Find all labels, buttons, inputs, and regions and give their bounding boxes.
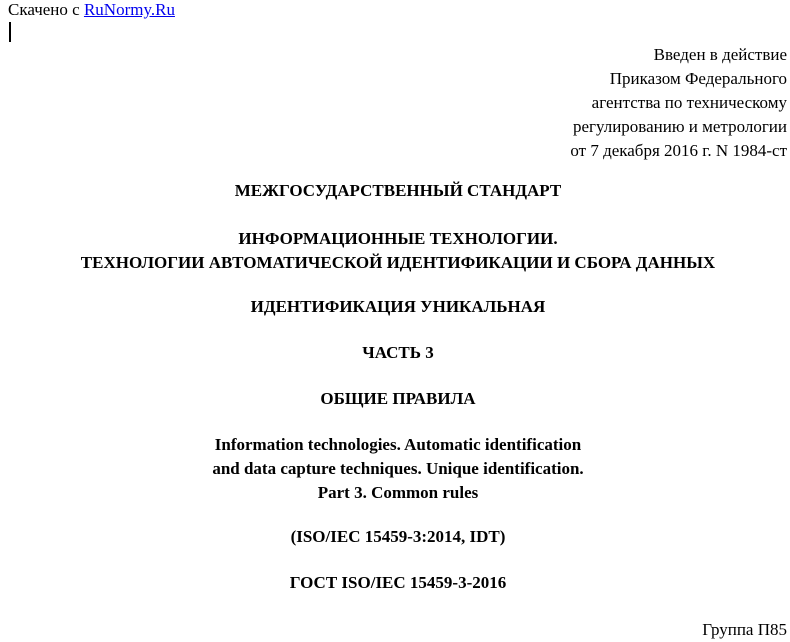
part-subject: ОБЩИЕ ПРАВИЛА — [320, 389, 476, 408]
group-code: Группа П85 — [702, 620, 787, 639]
document-title — [0, 227, 790, 275]
text-cursor — [9, 22, 11, 42]
iso-reference: (ISO/IEC 15459-3:2014, IDT) — [290, 527, 506, 546]
title-line: ИНФОРМАЦИОННЫЕ ТЕХНОЛОГИИ. — [238, 229, 558, 248]
standard-category: МЕЖГОСУДАРСТВЕННЫЙ СТАНДАРТ — [234, 181, 562, 200]
standard-code: ГОСТ ISO/IEC 15459-3-2016 — [289, 573, 507, 592]
enactment-line: агентства по техническому — [591, 93, 787, 112]
title-line: ТЕХНОЛОГИИ АВТОМАТИЧЕСКОЙ ИДЕНТИФИКАЦИИ И СБОРА ДАННЫХ — [80, 253, 716, 272]
source-line — [8, 0, 175, 20]
title-subject: ИДЕНТИФИКАЦИЯ УНИКАЛЬНАЯ — [250, 297, 546, 316]
part-number: ЧАСТЬ 3 — [362, 343, 434, 362]
enactment-line: Введен в действие — [653, 45, 787, 64]
english-title-line: and data capture techniques. Unique identification. — [212, 459, 584, 478]
english-title-line: Part 3. Common rules — [317, 483, 479, 502]
enactment-line: регулированию и метрологии — [572, 117, 787, 136]
english-title-line: Information technologies. Automatic identification — [214, 435, 582, 454]
enactment-line: от 7 декабря 2016 г. N 1984-ст — [570, 141, 787, 160]
enactment-block — [570, 43, 787, 163]
enactment-line: Приказом Федерального — [609, 69, 787, 88]
english-title — [0, 433, 790, 505]
source-prefix: Скачено с — [8, 0, 80, 19]
source-link[interactable]: RuNormy.Ru — [83, 0, 175, 19]
